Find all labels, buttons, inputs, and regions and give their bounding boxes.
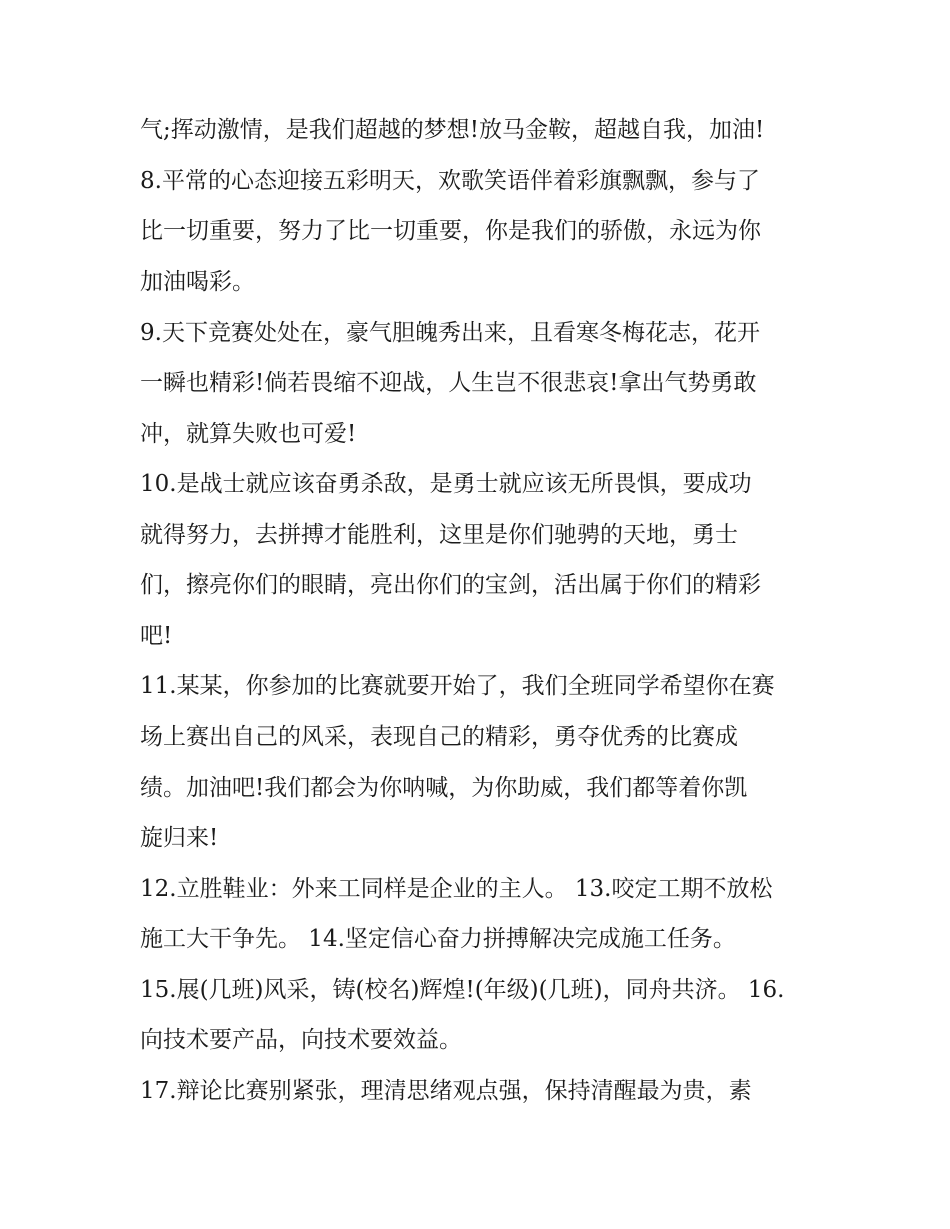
text-line: 8.平常的心态迎接五彩明天，欢歌笑语伴着彩旗飘飘，参与了 — [140, 168, 760, 194]
text-line: 10.是战士就应该奋勇杀敌，是勇士就应该无所畏惧，要成功 — [140, 471, 752, 497]
text-line: 们，擦亮你们的眼睛，亮出你们的宝剑，活出属于你们的精彩 — [140, 572, 761, 598]
text-line: 12.立胜鞋业：外来工同样是企业的主人。 13.咬定工期不放松 — [140, 876, 773, 902]
text-line: 17.辩论比赛别紧张，理清思绪观点强，保持清醒最为贵，素 — [140, 1078, 752, 1104]
text-line: 气;挥动激情，是我们超越的梦想!放马金鞍，超越自我，加油! — [140, 117, 765, 143]
text-line: 吧! — [140, 623, 173, 649]
text-line: 场上赛出自己的风采，表现自己的精彩，勇夺优秀的比赛成 — [140, 724, 738, 750]
text-line: 施工大干争先。 14.坚定信心奋力拼搏解决完成施工任务。 — [140, 926, 736, 952]
text-line: 9.天下竞赛处处在，豪气胆魄秀出来，且看寒冬梅花志，花开 — [140, 320, 760, 346]
text-line: 就得努力，去拼搏才能胜利，这里是你们驰骋的天地，勇士 — [140, 522, 738, 548]
text-line: 一瞬也精彩!倘若畏缩不迎战，人生岂不很悲哀!拿出气势勇敢 — [140, 370, 757, 396]
text-line: 绩。加油吧!我们都会为你呐喊，为你助威，我们都等着你凯 — [140, 775, 748, 801]
text-line: 比一切重要，努力了比一切重要，你是我们的骄傲，永远为你 — [140, 218, 761, 244]
text-line: 冲，就算失败也可爱! — [140, 421, 357, 447]
text-line: 15.展(几班)风采，铸(校名)辉煌!(年级)(几班)，同舟共济。 16. — [140, 977, 785, 1003]
text-line: 加油喝彩。 — [140, 269, 255, 295]
text-line: 向技术要产品，向技术要效益。 — [140, 1027, 462, 1053]
text-line: 旋归来! — [140, 825, 219, 851]
text-line: 11.某某，你参加的比赛就要开始了，我们全班同学希望你在赛 — [140, 673, 775, 699]
